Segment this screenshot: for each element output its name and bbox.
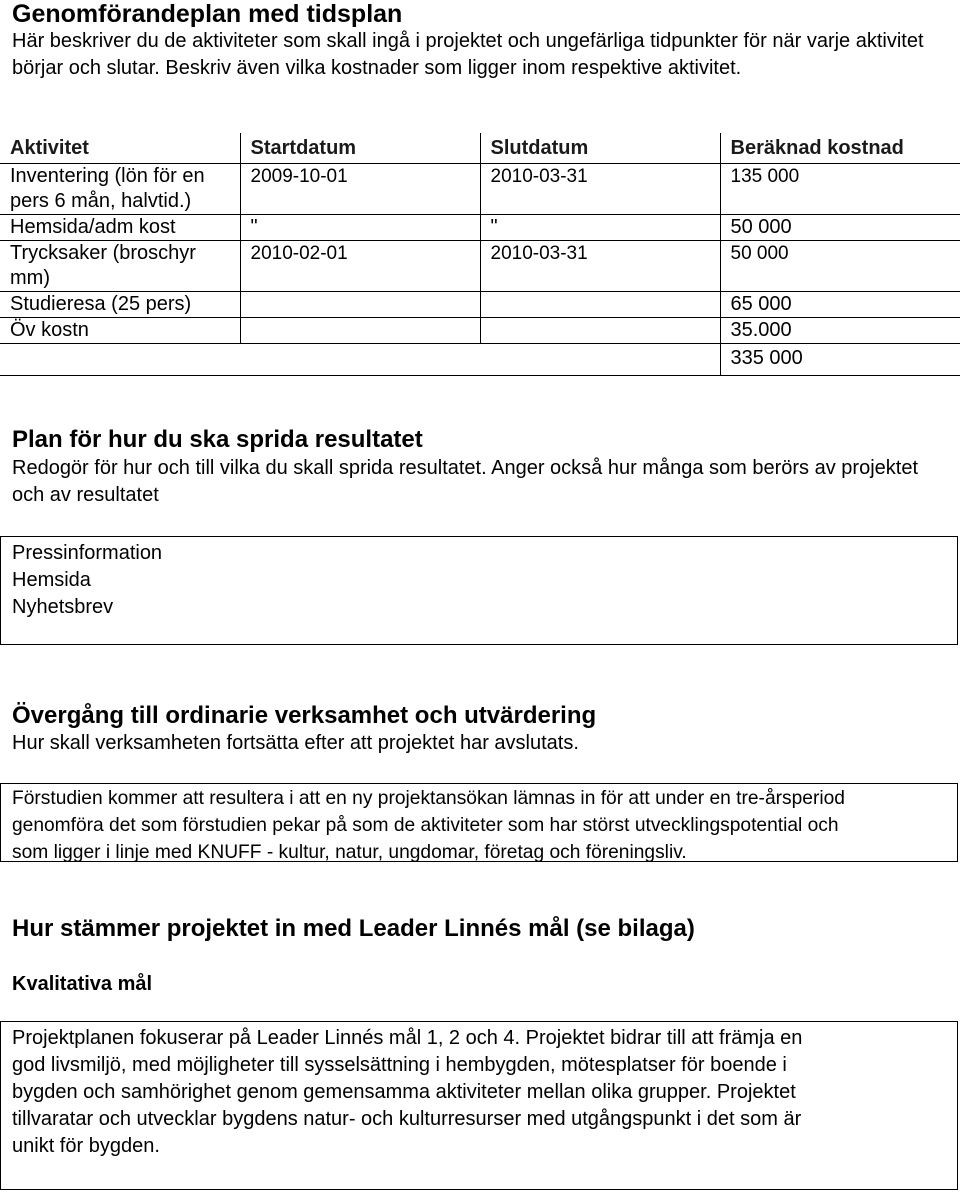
- table-cell: 2010-02-01: [240, 241, 480, 292]
- table-row: [0, 318, 960, 344]
- text-line: Förstudien kommer att resultera i att en ny projektansökan lämnas in för att under en tre-årsperiod: [12, 788, 845, 809]
- section-title-spread: Plan för hur du ska sprida resultatet: [12, 426, 423, 453]
- table-cell: Inventering (lön för en pers 6 mån, halvtid.): [0, 164, 240, 215]
- column-header: Startdatum: [240, 133, 480, 164]
- table-cell: [480, 318, 720, 344]
- table-cell: [480, 292, 720, 318]
- table-cell: Öv kostn: [0, 318, 240, 344]
- table-cell: 135 000: [720, 164, 960, 215]
- list-item: Nyhetsbrev: [12, 596, 114, 618]
- table-cell: 2009-10-01: [240, 164, 480, 215]
- text-line: tillvaratar och utvecklar bygdens natur- och kulturresurser med utgångspunkt i det som är: [12, 1108, 802, 1130]
- table-cell: 2010-03-31: [480, 164, 720, 215]
- spread-channels-box: [0, 536, 958, 645]
- table-row: [0, 164, 960, 215]
- table-cell: Trycksaker (broschyr mm): [0, 241, 240, 292]
- section-intro-plan: Här beskriver du de aktiviteter som skall ingå i projektet och ungefärliga tidpunkter för när varje aktivitet börjar och slutar. Beskriv även vilka kostnader som ligger inom respektive aktivitet.: [12, 30, 924, 79]
- section-intro-spread: Redogör för hur och till vilka du skall sprida resultatet. Anger också hur många som berörs av projektet och av resultatet: [12, 457, 918, 506]
- text-line: bygden och samhörighet genom gemensamma aktiviteter mellan olika grupper. Projektet: [12, 1081, 796, 1103]
- table-cell: Hemsida/adm kost: [0, 215, 240, 241]
- table-row: [0, 241, 960, 292]
- list-item: Pressinformation: [12, 542, 163, 564]
- text-line: genomföra det som förstudien pekar på som de aktiviteter som har störst utvecklingspotential och: [12, 815, 839, 836]
- section-title-transition: Övergång till ordinarie verksamhet och utvärdering: [12, 702, 597, 729]
- table-row: [0, 292, 960, 318]
- table-cell: 50 000: [720, 241, 960, 292]
- text-line: som ligger i linje med KNUFF - kultur, natur, ungdomar, företag och föreningsliv.: [12, 842, 687, 863]
- table-cell: ": [480, 215, 720, 241]
- section-title-plan: Genomförandeplan med tidsplan: [12, 0, 403, 28]
- table-header-row: [0, 133, 960, 164]
- table-cell: ": [240, 215, 480, 241]
- goals-text-box: [0, 1021, 958, 1190]
- table-row: [0, 215, 960, 241]
- table-total-cell: 335 000: [720, 344, 960, 376]
- table-cell: [240, 292, 480, 318]
- table-cell: [240, 318, 480, 344]
- table-cell: 2010-03-31: [480, 241, 720, 292]
- text-line: god livsmiljö, med möjligheter till sysselsättning i hembygden, mötesplatser för boende i: [12, 1054, 787, 1076]
- section-title-goals: Hur stämmer projektet in med Leader Linnés mål (se bilaga): [12, 915, 695, 942]
- section-subtitle-quality-goals: Kvalitativa mål: [12, 973, 153, 995]
- transition-text-box: [0, 783, 958, 862]
- list-item: Hemsida: [12, 569, 91, 591]
- table-cell: 35.000: [720, 318, 960, 344]
- table-cell: 50 000: [720, 215, 960, 241]
- section-intro-transition: Hur skall verksamheten fortsätta efter att projektet har avslutats.: [12, 732, 579, 754]
- text-line: unikt för bygden.: [12, 1135, 160, 1157]
- table-total-row: [0, 344, 960, 376]
- table-cell: 65 000: [720, 292, 960, 318]
- text-line: Projektplanen fokuserar på Leader Linnés mål 1, 2 och 4. Projektet bidrar till att främja en: [12, 1027, 803, 1049]
- column-header: Slutdatum: [480, 133, 720, 164]
- table-cell: Studieresa (25 pers): [0, 292, 240, 318]
- table-cell-empty: [0, 344, 720, 376]
- activity-cost-table: [0, 133, 960, 376]
- column-header: Aktivitet: [0, 133, 240, 164]
- column-header: Beräknad kostnad: [720, 133, 960, 164]
